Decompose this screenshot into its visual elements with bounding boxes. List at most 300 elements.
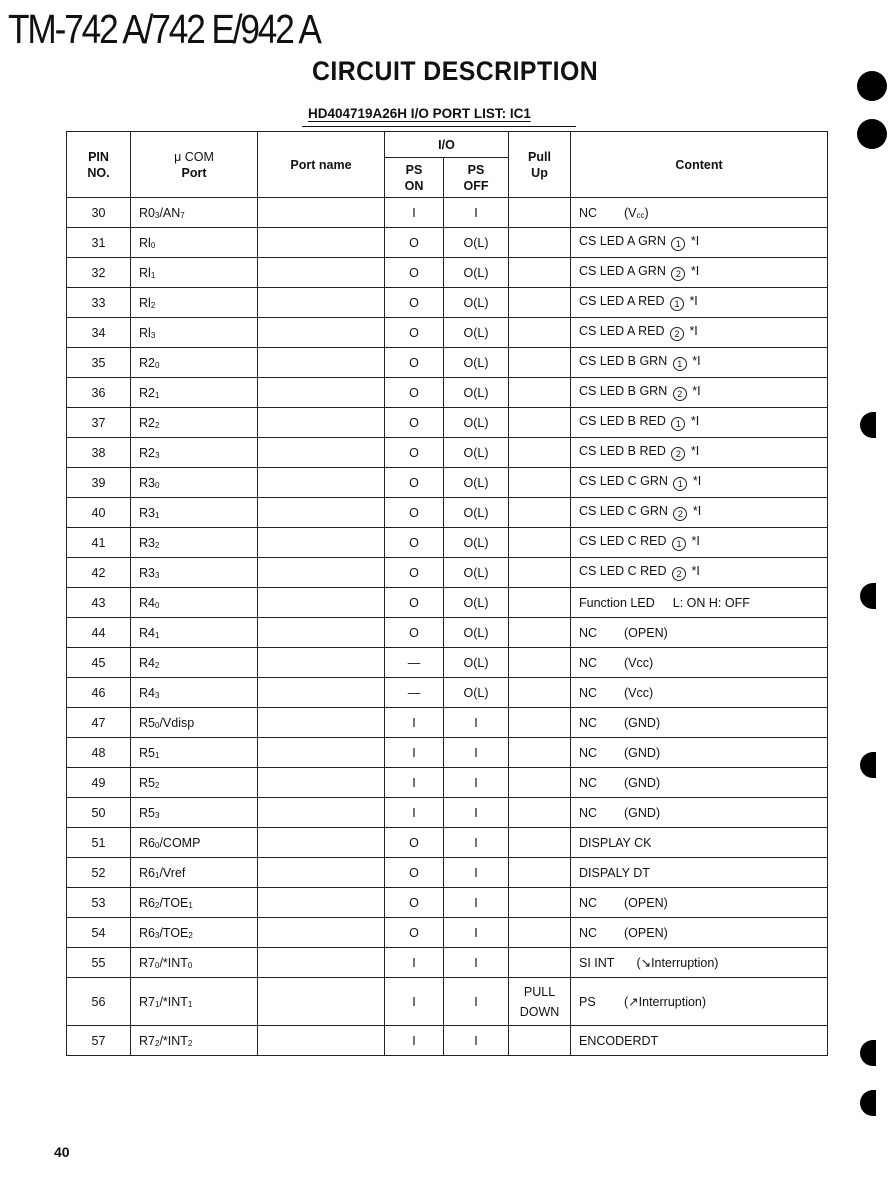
content-cell (571, 828, 828, 858)
content-note: *I (690, 264, 700, 278)
content-cell (571, 498, 828, 528)
content-label: Function LED (579, 595, 655, 610)
table-row (67, 648, 828, 678)
pin-cell (67, 528, 131, 558)
port-subscript: 0 (154, 600, 160, 610)
pin-number: 53 (91, 895, 106, 910)
port-function-subscript: 1 (188, 900, 193, 910)
pull-cell (509, 678, 571, 708)
content-note: *I (692, 384, 701, 398)
ps-off-value: O(L) (463, 415, 489, 430)
port-name-cell (258, 918, 385, 948)
header-pin-no: PIN NO. (67, 132, 131, 198)
pull-cell (509, 318, 571, 348)
port-name-cell (258, 708, 385, 738)
port-subscript: 2 (150, 300, 156, 310)
port-cell (131, 978, 258, 1026)
pin-number: 45 (91, 655, 106, 670)
ps-on-value: I (412, 205, 416, 220)
pin-cell (67, 318, 131, 348)
ps-off-cell (444, 558, 509, 588)
port-base: R3 (139, 535, 155, 550)
port-cell (131, 438, 258, 468)
ps-off-cell (444, 588, 509, 618)
pin-number: 49 (91, 775, 106, 790)
table-row (67, 198, 828, 228)
port-base: R5 (139, 715, 155, 730)
ps-off-value: O(L) (463, 325, 489, 340)
port-name-cell (258, 858, 385, 888)
content-label: DISPLAY CK (579, 835, 652, 850)
content-note: *I (690, 414, 700, 428)
port-function: /Vdisp (159, 715, 195, 730)
content-note: *I (689, 324, 698, 338)
content-note: (Vcc) (624, 685, 654, 700)
table-row (67, 858, 828, 888)
port-function: /AN (159, 205, 181, 220)
port-name-cell (258, 228, 385, 258)
content-cell (571, 258, 828, 288)
ps-off-value: I (474, 745, 478, 760)
ps-off-cell (444, 978, 509, 1026)
port-function: /*INT (159, 955, 188, 970)
port-cell (131, 798, 258, 828)
content-cell (571, 588, 828, 618)
table-row (67, 1026, 828, 1056)
port-subscript: 3 (154, 450, 160, 460)
content-cell (571, 708, 828, 738)
port-subscript: 0 (150, 240, 156, 250)
pull-cell (509, 888, 571, 918)
ps-off-value: I (474, 1033, 478, 1048)
port-cell (131, 228, 258, 258)
port-subscript: 2 (154, 540, 160, 550)
port-base: Rl (139, 235, 151, 250)
ps-off-value: O(L) (463, 445, 489, 460)
port-subscript: 2 (154, 1038, 160, 1048)
pin-number: 37 (91, 415, 106, 430)
ps-off-value: I (474, 994, 478, 1009)
content-cell (571, 408, 828, 438)
port-base: R4 (139, 655, 155, 670)
content-cell (571, 768, 828, 798)
port-subscript: 3 (154, 930, 160, 940)
port-base: R3 (139, 475, 155, 490)
port-base: R7 (139, 994, 155, 1009)
pin-number: 46 (91, 685, 106, 700)
circled-number-icon: 2 (672, 567, 686, 581)
content-label: CS LED A GRN (579, 264, 666, 278)
port-cell (131, 678, 258, 708)
port-subscript: 3 (154, 690, 160, 700)
port-name-cell (258, 498, 385, 528)
content-label: NC (579, 805, 598, 820)
ps-on-value: O (409, 595, 419, 610)
port-base: R3 (139, 505, 155, 520)
port-name-cell (258, 588, 385, 618)
port-base: R4 (139, 595, 155, 610)
port-cell (131, 648, 258, 678)
content-note: (GND) (624, 715, 661, 730)
pin-cell (67, 408, 131, 438)
port-cell (131, 708, 258, 738)
ps-on-cell (385, 618, 444, 648)
ps-off-value: O(L) (463, 475, 489, 490)
port-cell (131, 948, 258, 978)
port-subscript: 3 (154, 210, 160, 220)
ps-off-cell (444, 288, 509, 318)
content-cell (571, 798, 828, 828)
binding-hole-icon (857, 71, 887, 101)
table-row (67, 978, 828, 1026)
pin-cell (67, 498, 131, 528)
ps-on-value: O (409, 445, 419, 460)
content-label: CS LED A RED (579, 294, 665, 308)
ps-on-value: I (412, 775, 416, 790)
pin-number: 43 (91, 595, 106, 610)
pin-cell (67, 978, 131, 1026)
port-subscript: 2 (154, 660, 160, 670)
pin-cell (67, 738, 131, 768)
pin-cell (67, 888, 131, 918)
ps-off-cell (444, 888, 509, 918)
port-cell (131, 738, 258, 768)
pull-value: PULL (523, 984, 556, 999)
ps-on-cell (385, 318, 444, 348)
ps-off-value: I (474, 835, 478, 850)
pull-cell (509, 588, 571, 618)
pin-cell (67, 648, 131, 678)
port-cell (131, 618, 258, 648)
table-row (67, 558, 828, 588)
content-cell (571, 738, 828, 768)
port-function: /TOE (159, 925, 189, 940)
pull-cell (509, 828, 571, 858)
content-note: (OPEN) (624, 625, 668, 640)
pin-number: 39 (91, 475, 106, 490)
model-number: TM-742 A/742 E/942 A (8, 6, 320, 52)
ps-on-cell (385, 708, 444, 738)
ps-off-value: O(L) (463, 655, 489, 670)
ps-on-cell (385, 738, 444, 768)
pin-number: 44 (91, 625, 106, 640)
content-cell (571, 438, 828, 468)
port-subscript: 3 (150, 330, 156, 340)
table-row (67, 918, 828, 948)
port-base: R6 (139, 895, 155, 910)
ps-off-cell (444, 768, 509, 798)
content-cell (571, 1026, 828, 1056)
content-label: CS LED C RED (579, 534, 667, 548)
port-cell (131, 918, 258, 948)
port-function: /COMP (159, 835, 201, 850)
content-label: CS LED A GRN (579, 234, 666, 248)
content-note: *I (692, 504, 702, 518)
port-name-cell (258, 948, 385, 978)
pin-number: 55 (91, 955, 106, 970)
ps-off-cell (444, 828, 509, 858)
binding-hole-icon (857, 119, 887, 149)
circled-number-icon: 2 (671, 267, 685, 281)
ps-off-cell (444, 528, 509, 558)
content-cell (571, 348, 828, 378)
pin-number: 57 (91, 1033, 106, 1048)
table-row (67, 498, 828, 528)
pull-cell (509, 228, 571, 258)
content-note: *I (690, 234, 700, 248)
ps-off-value: I (474, 925, 478, 940)
pull-cell (509, 258, 571, 288)
circled-number-icon: 1 (673, 477, 687, 491)
table-row (67, 588, 828, 618)
pin-number: 56 (91, 994, 106, 1009)
ps-on-value: O (409, 325, 419, 340)
pull-cell (509, 198, 571, 228)
table-row (67, 288, 828, 318)
port-cell (131, 408, 258, 438)
pin-cell (67, 708, 131, 738)
pin-cell (67, 828, 131, 858)
circled-number-icon: 2 (673, 507, 687, 521)
port-subscript: 1 (154, 750, 160, 760)
pin-number: 51 (91, 835, 106, 850)
ps-off-value: O(L) (463, 505, 489, 520)
header-content: Content (571, 132, 828, 198)
port-base: R2 (139, 445, 155, 460)
ps-on-cell (385, 888, 444, 918)
port-name-cell (258, 258, 385, 288)
content-cell (571, 318, 828, 348)
pin-cell (67, 198, 131, 228)
ps-off-cell (444, 1026, 509, 1056)
pin-cell (67, 618, 131, 648)
pin-cell (67, 438, 131, 468)
ps-off-value: I (474, 955, 478, 970)
port-cell (131, 588, 258, 618)
content-cell (571, 378, 828, 408)
table-row (67, 708, 828, 738)
ps-on-cell (385, 408, 444, 438)
port-base: R7 (139, 955, 155, 970)
pin-number: 50 (91, 805, 106, 820)
ps-on-cell (385, 918, 444, 948)
content-label: CS LED B RED (579, 444, 666, 458)
table-row (67, 798, 828, 828)
content-label: CS LED C RED (579, 564, 667, 578)
table-row (67, 258, 828, 288)
ps-on-cell (385, 348, 444, 378)
ps-on-value: O (409, 925, 419, 940)
port-cell (131, 888, 258, 918)
port-name-cell (258, 528, 385, 558)
ps-on-cell (385, 288, 444, 318)
port-cell (131, 528, 258, 558)
title-rule (302, 126, 576, 127)
pull-cell (509, 648, 571, 678)
ps-on-value: I (412, 715, 416, 730)
port-function-subscript: 2 (188, 930, 193, 940)
ps-on-value: O (409, 895, 419, 910)
port-name-cell (258, 438, 385, 468)
pin-number: 31 (91, 235, 106, 250)
content-note: (↘Interruption) (636, 956, 719, 970)
ps-off-cell (444, 798, 509, 828)
port-base: R6 (139, 925, 155, 940)
ps-off-value: O(L) (463, 535, 489, 550)
pin-cell (67, 918, 131, 948)
ps-off-cell (444, 468, 509, 498)
content-cell (571, 978, 828, 1026)
port-function-subscript: 2 (187, 1038, 193, 1048)
ps-on-value: I (412, 955, 416, 970)
port-name-cell (258, 408, 385, 438)
ps-off-cell (444, 678, 509, 708)
pull-cell (509, 618, 571, 648)
content-label: NC (579, 625, 598, 640)
ps-on-value: O (409, 865, 419, 880)
table-row (67, 828, 828, 858)
content-label: NC (579, 655, 598, 670)
port-name-cell (258, 198, 385, 228)
ps-on-cell (385, 498, 444, 528)
port-name-cell (258, 828, 385, 858)
content-label: NC (579, 775, 598, 790)
port-subscript: 2 (154, 420, 160, 430)
ps-on-cell (385, 258, 444, 288)
ps-on-cell (385, 198, 444, 228)
port-name-cell (258, 558, 385, 588)
port-subscript: 2 (154, 780, 160, 790)
ps-on-value: O (409, 835, 419, 850)
port-name-cell (258, 888, 385, 918)
port-name-cell (258, 648, 385, 678)
content-note: (GND) (624, 805, 661, 820)
content-label: CS LED C GRN (579, 474, 668, 488)
ps-off-cell (444, 438, 509, 468)
content-cell (571, 468, 828, 498)
pin-cell (67, 468, 131, 498)
content-cell (571, 618, 828, 648)
content-note: (V (624, 205, 637, 220)
content-cell (571, 858, 828, 888)
content-cell (571, 948, 828, 978)
content-label: NC (579, 925, 598, 940)
ps-on-cell (385, 1026, 444, 1056)
pin-number: 41 (91, 535, 106, 550)
table-row (67, 318, 828, 348)
content-note: *I (689, 294, 698, 308)
port-cell (131, 1026, 258, 1056)
ps-on-value: I (412, 805, 416, 820)
port-function: /Vref (159, 865, 186, 880)
port-name-cell (258, 978, 385, 1026)
content-label: PS (579, 995, 596, 1009)
ps-on-value: O (409, 505, 419, 520)
pin-cell (67, 348, 131, 378)
circled-number-icon: 2 (673, 387, 687, 401)
port-base: R4 (139, 685, 155, 700)
pull-cell (509, 468, 571, 498)
ps-off-value: I (474, 865, 478, 880)
port-name-cell (258, 348, 385, 378)
table-row (67, 468, 828, 498)
pull-cell (509, 738, 571, 768)
pull-cell (509, 1026, 571, 1056)
ps-on-value: — (407, 685, 421, 700)
pin-cell (67, 858, 131, 888)
pull-cell (509, 348, 571, 378)
ps-off-value: I (474, 805, 478, 820)
port-base: R2 (139, 355, 155, 370)
pin-cell (67, 378, 131, 408)
ps-on-value: I (412, 994, 416, 1009)
port-name-cell (258, 468, 385, 498)
content-label: NC (579, 745, 598, 760)
content-cell (571, 678, 828, 708)
port-subscript: 1 (154, 510, 160, 520)
ps-off-cell (444, 408, 509, 438)
pin-cell (67, 678, 131, 708)
port-base: R5 (139, 775, 155, 790)
port-cell (131, 768, 258, 798)
port-name-cell (258, 618, 385, 648)
ps-off-cell (444, 228, 509, 258)
port-subscript: 1 (150, 270, 156, 280)
pull-cell (509, 498, 571, 528)
content-note: *I (692, 474, 702, 488)
port-name-cell (258, 768, 385, 798)
content-label: CS LED C GRN (579, 504, 668, 518)
table-row (67, 228, 828, 258)
ps-off-cell (444, 738, 509, 768)
ps-on-cell (385, 678, 444, 708)
pin-cell (67, 288, 131, 318)
content-cell (571, 648, 828, 678)
ps-off-value: O(L) (463, 685, 489, 700)
ps-on-value: O (409, 415, 419, 430)
pin-cell (67, 1026, 131, 1056)
content-label: NC (579, 715, 598, 730)
port-name-cell (258, 1026, 385, 1056)
page-edge-tab-icon (860, 1090, 876, 1116)
page-edge-tab-icon (860, 583, 876, 609)
pull-cell (509, 918, 571, 948)
port-function: /*INT (159, 994, 188, 1009)
port-subscript: 1 (154, 999, 160, 1009)
table-body (67, 198, 828, 1056)
port-subscript: 0 (154, 840, 160, 850)
port-subscript: 0 (154, 720, 160, 730)
port-subscript: 3 (154, 570, 160, 580)
table-title: HD404719A26H I/O PORT LIST: IC1 (308, 106, 531, 121)
circled-number-icon: 2 (670, 327, 684, 341)
pin-number: 47 (91, 715, 106, 730)
ps-on-cell (385, 948, 444, 978)
port-base: R3 (139, 565, 155, 580)
pull-cell (509, 708, 571, 738)
content-label: ENCODERDT (579, 1033, 659, 1048)
page-edge-tab-icon (860, 1040, 876, 1066)
ps-off-value: I (474, 715, 478, 730)
content-label: NC (579, 685, 598, 700)
pull-cell (509, 438, 571, 468)
port-cell (131, 198, 258, 228)
ps-off-value: O(L) (463, 295, 489, 310)
ps-off-cell (444, 708, 509, 738)
port-base: R6 (139, 865, 155, 880)
ps-on-cell (385, 438, 444, 468)
pull-cell (509, 408, 571, 438)
